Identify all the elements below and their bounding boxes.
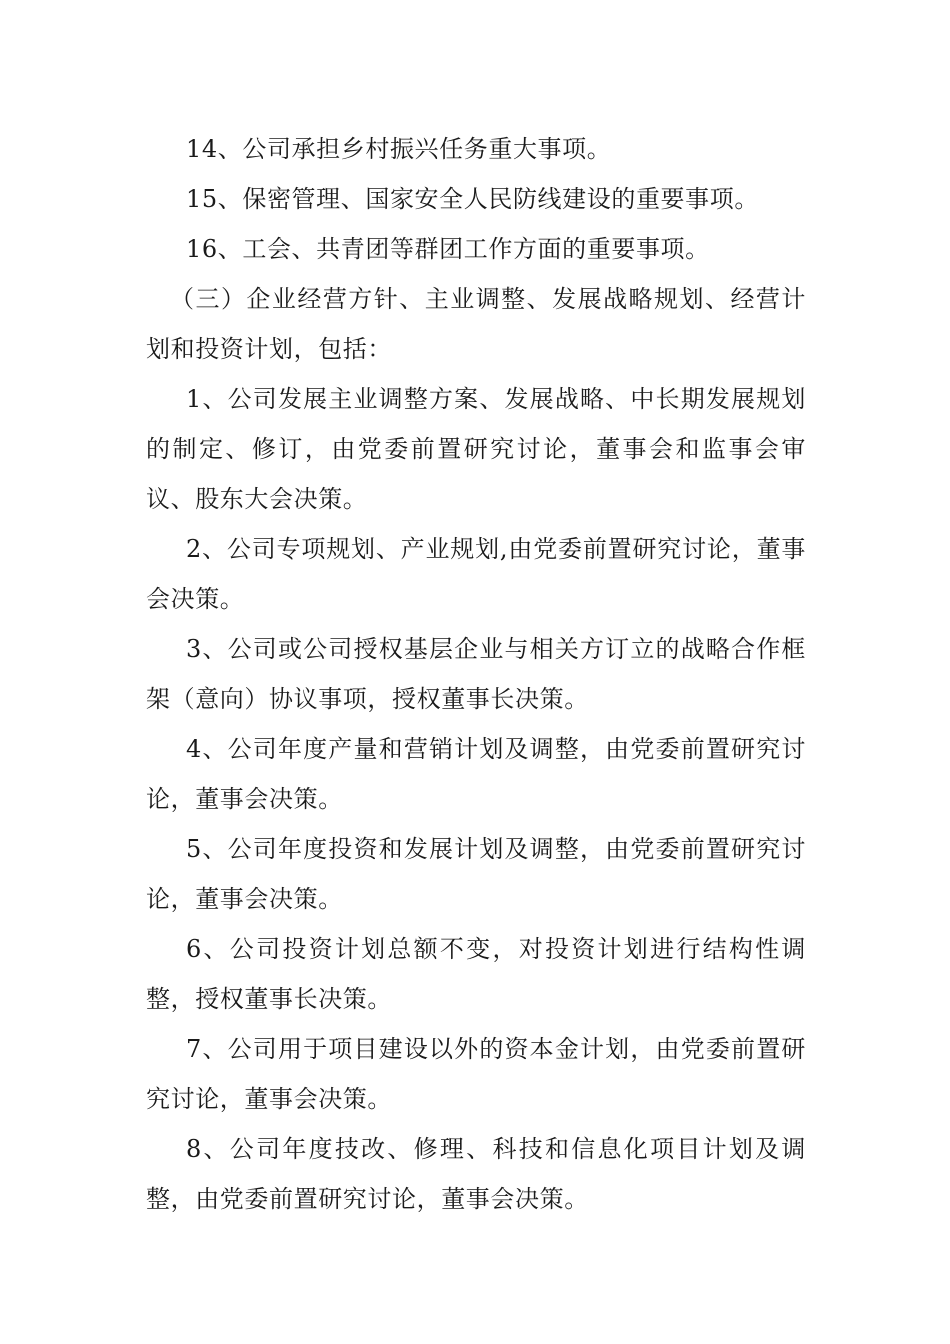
paragraph-item-6: 6、公司投资计划总额不变，对投资计划进行结构性调整，授权董事长决策。 xyxy=(146,935,806,1013)
paragraph-item-3: 3、公司或公司授权基层企业与相关方订立的战略合作框架（意向）协议事项，授权董事长决策。 xyxy=(146,635,806,713)
section-heading-3: （三）企业经营方针、主业调整、发展战略规划、经营计划和投资计划，包括： xyxy=(146,285,806,363)
paragraph-item-16: 16、工会、共青团等群团工作方面的重要事项。 xyxy=(186,235,710,263)
paragraph-item-4: 4、公司年度产量和营销计划及调整，由党委前置研究讨论，董事会决策。 xyxy=(146,735,806,813)
paragraph-item-1: 1、公司发展主业调整方案、发展战略、中长期发展规划的制定、修订，由党委前置研究讨论，董事会和监事会审议、股东大会决策。 xyxy=(146,385,806,513)
paragraph-item-8: 8、公司年度技改、修理、科技和信息化项目计划及调整，由党委前置研究讨论，董事会决策。 xyxy=(146,1135,806,1213)
paragraph-item-5: 5、公司年度投资和发展计划及调整，由党委前置研究讨论，董事会决策。 xyxy=(146,835,806,913)
document-page xyxy=(146,124,806,1224)
paragraph-item-14: 14、公司承担乡村振兴任务重大事项。 xyxy=(186,135,612,163)
paragraph-item-15: 15、保密管理、国家安全人民防线建设的重要事项。 xyxy=(186,185,759,213)
paragraph-item-7: 7、公司用于项目建设以外的资本金计划，由党委前置研究讨论，董事会决策。 xyxy=(146,1035,806,1113)
paragraph-item-2: 2、公司专项规划、产业规划,由党委前置研究讨论，董事会决策。 xyxy=(146,535,806,613)
